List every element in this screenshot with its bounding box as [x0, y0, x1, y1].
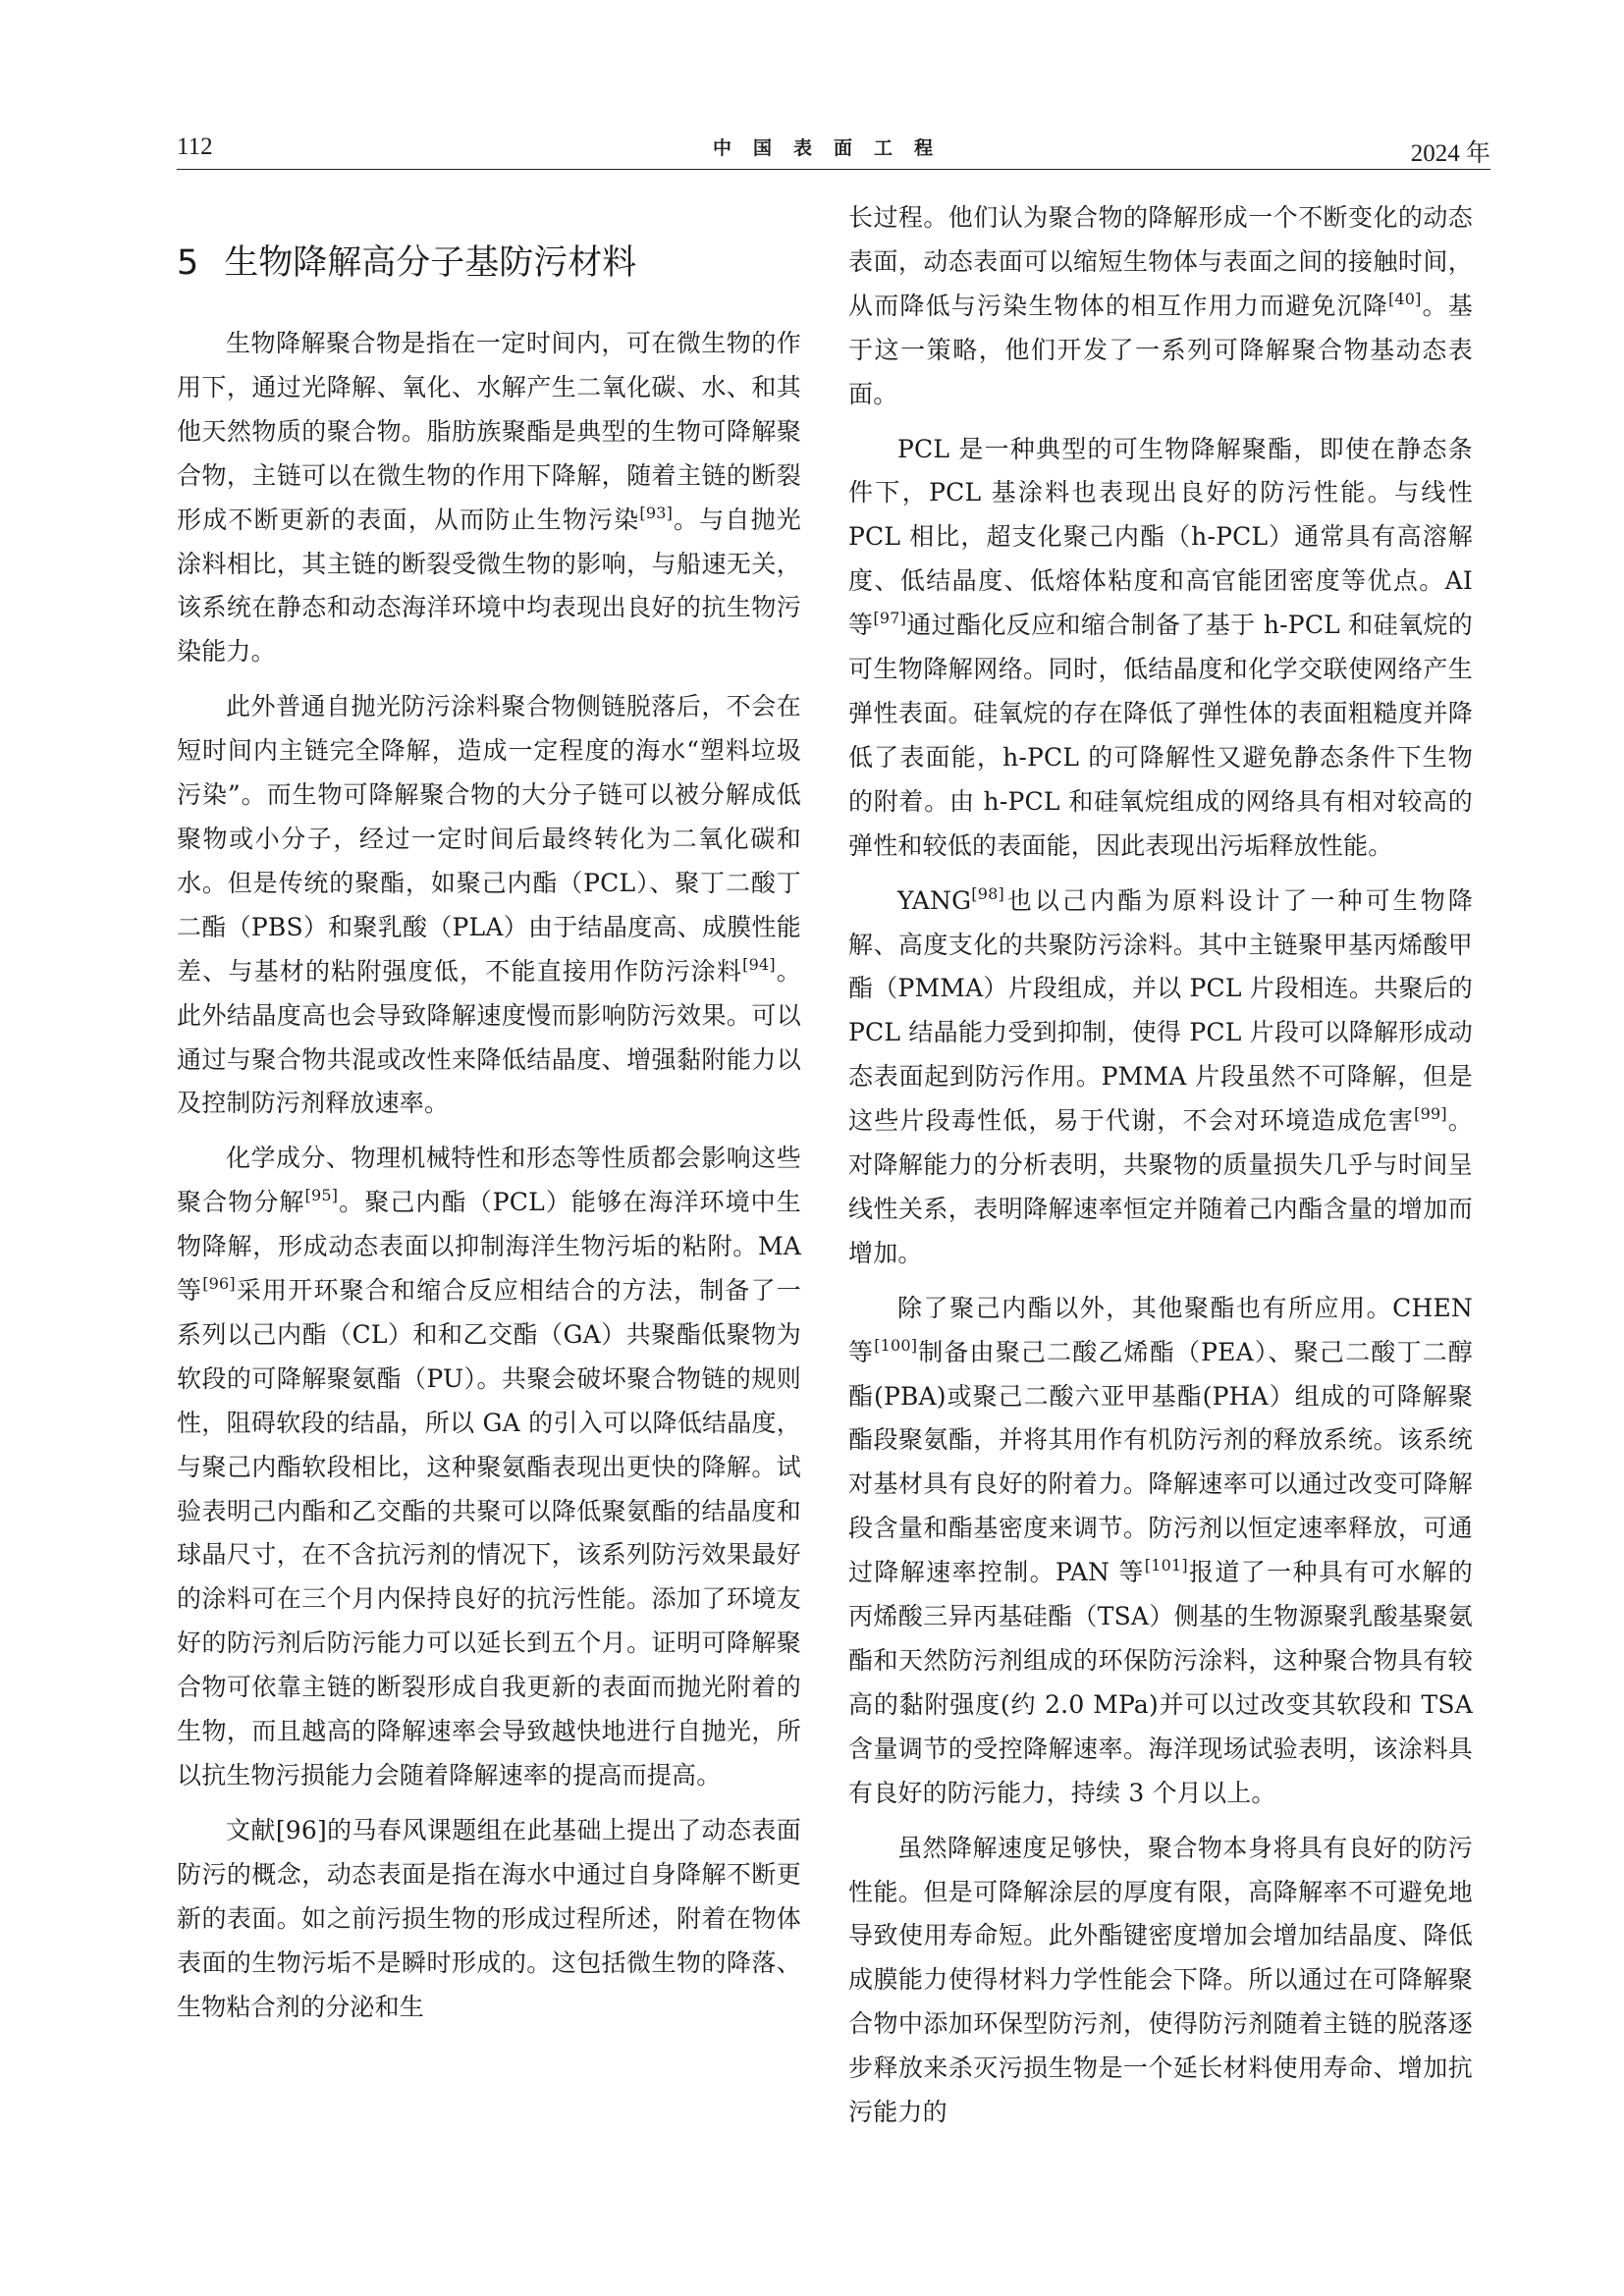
publication-year: 2024 年: [1410, 140, 1490, 167]
citation: [95]: [304, 1186, 339, 1205]
paragraph: 文献[96]的马春风课题组在此基础上提出了动态表面防污的概念，动态表面是指在海水中通过自身降解不断更新的表面。如之前污损生物的形成过程所述，附着在物体表面的生物污垢不是瞬时形成的。这包括微生物的降落、生物粘合剂的分泌和生: [177, 1815, 801, 2021]
citation: [93]: [639, 503, 674, 522]
paragraph: 此外普通自抛光防污涂料聚合物侧链脱落后，不会在短时间内主链完全降解，造成一定程度的海水“塑料垃圾污染”。而生物可降解聚合物的大分子链可以被分解成低聚物或小分子，经过一定时间后最终转化为二氧化碳和水。但是传统的聚酯，如聚己内酯（PCL）、聚丁二酸丁二酯（PBS）和聚乳酸（PLA）由于结晶度高、成膜性能差、与基材的粘附强度低，不能直接用作防污涂料[94]。此外结晶度高也会导致降解速度慢而影响防污效果。可以通过与聚合物共混或改性来降低结晶度、增强黏附能力以及控制防污剂释放速率。: [177, 692, 802, 1118]
paragraph: 化学成分、物理机械特性和形态等性质都会影响这些聚合物分解[95]。聚己内酯（PCL）能够在海洋环境中生物降解，形成动态表面以抑制海洋生物污垢的粘附。MA 等[96]采用开环聚合和缩合反应相结合的方法，制备了一系列以己内酯（CL）和和乙交酯（GA）共聚酯低聚物为软段的可降解聚氨酯（PU）。共聚会破坏聚合物链的规则性，阻碍软段的结晶，所以 GA 的引入可以降低结晶度，与聚己内酯软段相比，这种聚氨酯表现出更快的降解。试验表明己内酯和乙交酯的共聚可以降低聚氨酯的结晶度和球晶尺寸，在不含抗污剂的情况下，该系列防污效果最好的涂料可在三个月内保持良好的抗污性能。添加了环境友好的防污剂后防污能力可以延长到五个月。证明可降解聚合物可依靠主链的断裂形成自我更新的表面而抛光附着的生物，而且越高的降解速率会导致越快地进行自抛光，所以抗生物污损能力会随着降解速率的提高而提高。: [177, 1144, 802, 1789]
paragraph-continued: 长过程。他们认为聚合物的降解形成一个不断变化的动态表面，动态表面可以缩短生物体与表面之间的接触时间，从而降低与污染生物体的相互作用力而避免沉降[40]。基于这一策略，他们开发了一系列可降解聚合物基动态表面。: [848, 203, 1474, 408]
section-heading: [177, 238, 801, 289]
section-number: 5: [177, 243, 199, 283]
paragraph: PCL 是一种典型的可生物降解聚酯，即使在静态条件下，PCL 基涂料也表现出良好的防污性能。与线性 PCL 相比，超支化聚己内酯（h-PCL）通常具有高溶解度、低结晶度、低熔体粘度和高官能团密度等优点。AI 等[97]通过酯化反应和缩合制备了基于 h-PCL 和硅氧烷的可生物降解网络。同时，低结晶度和化学交联使网络产生弹性表面。硅氧烷的存在降低了弹性体的表面粗糙度并降低了表面能，h-PCL 的可降解性又避免静态条件下生物的附着。由 h-PCL 和硅氧烷组成的网络具有相对较高的弹性和较低的表面能，因此表现出污垢释放性能。: [848, 434, 1474, 860]
citation: [100]: [874, 1335, 918, 1355]
paragraph: 虽然降解速度足够快，聚合物本身将具有良好的防污性能。但是可降解涂层的厚度有限，高降解率不可避免地导致使用寿命短。此外酯键密度增加会增加结晶度、降低成膜能力使得材料力学性能会下降。所以通过在可降解聚合物中添加环保型防污剂，使得防污剂随着主链的脱落逐步释放来杀灭污损生物是一个延长材料使用寿命、增加抗污能力的: [848, 1833, 1473, 2127]
section-title: 生物降解高分子基防污材料: [224, 243, 637, 283]
citation: [97]: [873, 609, 907, 628]
right-column: [848, 196, 1473, 2135]
citation: [99]: [1414, 1104, 1447, 1124]
citation: [40]: [1387, 289, 1422, 308]
paragraph: 生物降解聚合物是指在一定时间内，可在微生物的作用下，通过光降解、氧化、水解产生二氧化碳、水、和其他天然物质的聚合物。脂肪族聚酯是典型的生物可降解聚合物，主链可以在微生物的作用下降解，随着主链的断裂形成不断更新的表面，从而防止生物污染[93]。与自抛光涂料相比，其主链的断裂受微生物的影响，与船速无关，该系统在静态和动态海洋环境中均表现出良好的抗生物污染能力。: [177, 329, 801, 667]
running-header: [177, 130, 1490, 170]
paragraph: YANG[98]也以己内酯为原料设计了一种可生物降解、高度支化的共聚防污涂料。其中主链聚甲基丙烯酸甲酯（PMMA）片段组成，并以 PCL 片段相连。共聚后的 PCL 结晶能力受到抑制，使得 PCL 片段可以降解形成动态表面起到防污作用。PMMA 片段虽然不可降解，但是这些片段毒性低，易于代谢，不会对环境造成危害[99]。对降解能力的分析表明，共聚物的质量损失几乎与时间呈线性关系，表明降解速率恒定并随着己内酯含量的增加而增加。: [848, 883, 1474, 1267]
journal-name: 中国表面工程: [712, 137, 954, 159]
citation: [96]: [202, 1274, 236, 1294]
left-column: [177, 196, 801, 2029]
citation: [98]: [971, 883, 1004, 903]
paragraph: 除了聚己内酯以外，其他聚酯也有所应用。CHEN 等[100]制备由聚己二酸乙烯酯（PEA）、聚己二酸丁二醇酯(PBA)或聚己二酸六亚甲基酯(PHA）组成的可降解聚酯段聚氨酯，并将其用作有机防污剂的释放系统。该系统对基材具有良好的附着力。降解速率可以通过改变可降解段含量和酯基密度来调节。防污剂以恒定速率释放，可通过降解速率控制。PAN 等[101]报道了一种具有可水解的丙烯酸三异丙基硅酯（TSA）侧基的生物源聚乳酸基聚氨酯和天然防污剂组成的环保防污涂料，这种聚合物具有较高的黏附强度(约 2.0 MPa)并可以过改变其软段和 TSA 含量调节的受控降解速率。海洋现场试验表明，该涂料具有良好的防污能力，持续 3 个月以上。: [848, 1293, 1473, 1807]
page-number: 112: [177, 133, 213, 160]
citation: [101]: [1144, 1556, 1188, 1575]
citation: [94]: [742, 954, 776, 974]
